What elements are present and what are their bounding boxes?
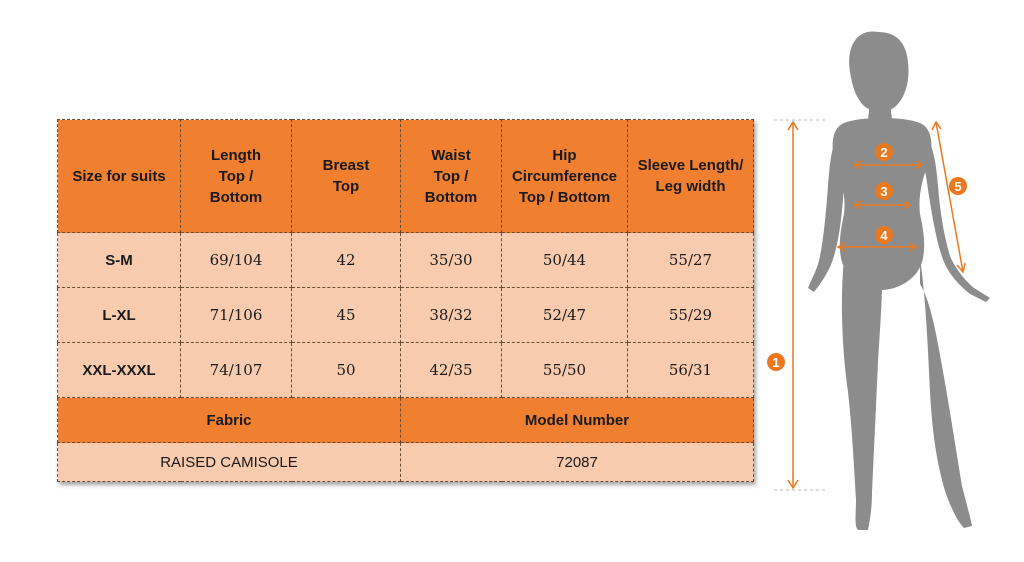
size-cell: XXL-XXXL: [58, 343, 181, 398]
header-line: Breast: [322, 157, 370, 174]
hip-cell: 55/50: [502, 343, 628, 398]
marker-3-badge: [875, 182, 893, 200]
breast-cell: 45: [292, 288, 401, 343]
length-cell: 71/106: [181, 288, 292, 343]
header-line: Sleeve Length/: [637, 157, 744, 174]
marker-label: 2: [880, 145, 888, 160]
marker-label: 1: [772, 355, 780, 370]
female-silhouette-icon: [760, 0, 1024, 562]
header-line: Waist: [431, 146, 471, 164]
header-length: [181, 120, 292, 233]
marker-2-badge: [875, 143, 893, 161]
header-line: Top / Bottom: [518, 188, 611, 206]
sleeve-leg-cell: 56/31: [628, 343, 754, 398]
marker-label: 3: [880, 184, 888, 199]
measurement-figure: [760, 0, 1024, 562]
breast-cell: 50: [292, 343, 401, 398]
marker-1-badge: [767, 353, 785, 371]
header-line: Circumference: [511, 167, 618, 185]
header-line: Top /: [218, 167, 254, 185]
header-hip: [502, 120, 628, 233]
header-line: Size for suits: [72, 167, 166, 185]
model-number-value: 72087: [401, 443, 754, 482]
header-row: [58, 120, 754, 233]
size-cell: L-XL: [58, 288, 181, 343]
breast-cell: 42: [292, 233, 401, 288]
table-row: [58, 288, 754, 343]
size-chart-table: [57, 119, 754, 482]
length-cell: 74/107: [181, 343, 292, 398]
fabric-header: Fabric: [58, 398, 401, 443]
marker-5-badge: [949, 177, 967, 195]
hip-cell: 50/44: [502, 233, 628, 288]
sleeve-leg-cell: 55/27: [628, 233, 754, 288]
header-sleeve-leg: [628, 120, 754, 233]
length-cell: 69/104: [181, 233, 292, 288]
header-waist: [401, 120, 502, 233]
header-size-for-suits: [58, 120, 181, 233]
marker-4-badge: [875, 226, 893, 244]
fabric-model-value-row: [58, 443, 754, 482]
header-line: Top /: [433, 167, 469, 185]
size-cell: S-M: [58, 233, 181, 288]
header-line: Bottom: [424, 188, 478, 206]
silhouette-body: [808, 31, 990, 530]
waist-cell: 42/35: [401, 343, 502, 398]
waist-cell: 38/32: [401, 288, 502, 343]
header-line: Bottom: [209, 188, 263, 206]
fabric-model-header-row: [58, 398, 754, 443]
header-line: Top: [332, 178, 360, 195]
header-breast: [292, 120, 401, 233]
table-row: [58, 233, 754, 288]
fabric-value: RAISED CAMISOLE: [58, 443, 401, 482]
marker-label: 5: [954, 179, 962, 194]
model-number-header: Model Number: [401, 398, 754, 443]
waist-cell: 35/30: [401, 233, 502, 288]
hip-cell: 52/47: [502, 288, 628, 343]
header-line: Leg width: [655, 178, 726, 195]
sleeve-leg-cell: 55/29: [628, 288, 754, 343]
height-measure-line: [774, 120, 828, 490]
table-row: [58, 343, 754, 398]
marker-label: 4: [880, 228, 888, 243]
header-line: Hip: [552, 146, 577, 164]
header-line: Length: [211, 146, 261, 164]
